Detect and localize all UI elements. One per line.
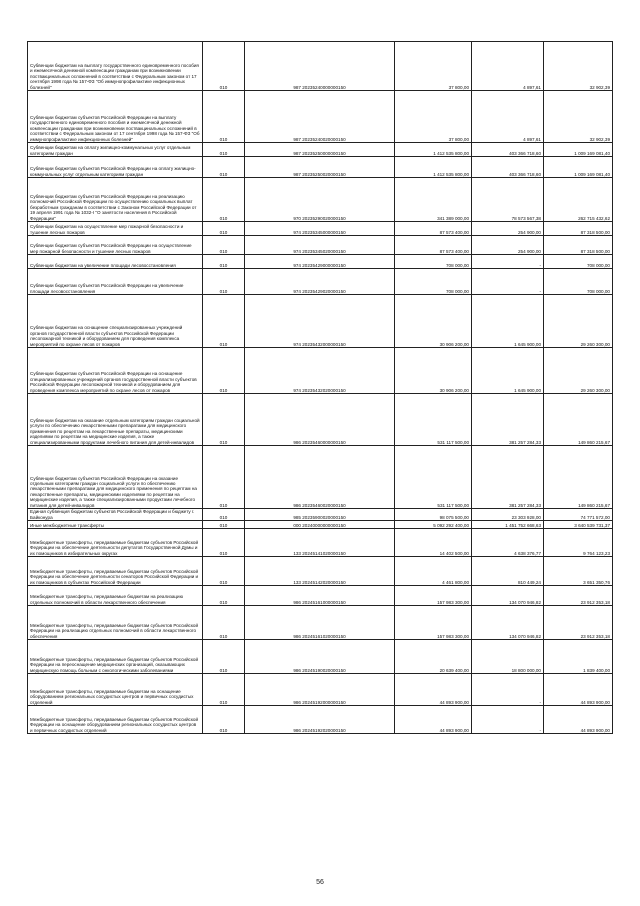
row-unexecuted: 1 009 169 081,40 xyxy=(544,143,613,157)
row-kbk: 970 20235290020000150 xyxy=(245,178,395,222)
row-executed: - xyxy=(472,674,544,706)
row-code: 010 xyxy=(203,255,245,269)
row-approved: 87 573 400,00 xyxy=(395,236,472,255)
row-executed: 78 573 567,38 xyxy=(472,178,544,222)
table-row xyxy=(28,529,613,557)
row-name: Межбюджетные трансферты, передаваемые бюджетам субъектов Российской Федерации на оснащение оборудованием региональных сосудистых центров и первичных сосудистых отделений xyxy=(28,706,203,734)
row-executed: 254 900,00 xyxy=(472,236,544,255)
row-name: Иные межбюджетные трансферты xyxy=(28,521,203,529)
row-kbk: 986 20245161020000150 xyxy=(245,606,395,640)
row-unexecuted: 74 771 572,00 xyxy=(544,509,613,521)
table-row xyxy=(28,269,613,295)
row-unexecuted: 262 715 432,62 xyxy=(544,178,613,222)
row-code: 010 xyxy=(203,143,245,157)
row-name: Субвенции бюджетам на оснащение специализированных учреждений органов государственной власти субъектов Российской Федерации лесопожарной техникой и оборудованием для проведения комплекса мероприятий по охране лесов от пожаров xyxy=(28,295,203,348)
row-code: 010 xyxy=(203,348,245,394)
row-executed: 381 257 284,33 xyxy=(472,446,544,509)
row-executed: - xyxy=(472,706,544,734)
row-kbk: 987 20235240000000150 xyxy=(245,42,395,91)
row-unexecuted: 29 260 300,00 xyxy=(544,348,613,394)
row-unexecuted: 9 764 123,23 xyxy=(544,529,613,557)
table-row xyxy=(28,521,613,529)
row-kbk: 986 20235460000000150 xyxy=(245,394,395,446)
row-name: Субвенции бюджетам субъектов Российской Федерации на оснащение специализированных учреждений органов государственной власти субъектов Российской Федерации лесопожарной техникой и оборудованием для проведения комплекса мероприятий по охране лесов от пожаров xyxy=(28,348,203,394)
table-row xyxy=(28,348,613,394)
table-row xyxy=(28,236,613,255)
row-code: 010 xyxy=(203,446,245,509)
row-approved: 708 000,00 xyxy=(395,255,472,269)
row-executed: 4 897,61 xyxy=(472,91,544,143)
row-approved: 30 906 200,00 xyxy=(395,295,472,348)
row-name: Субвенции бюджетам субъектов Российской Федерации на оказание отдельным категориям граждан социальной услуги по обеспечению лекарственными препаратами для медицинского применения по рецептам на лекарственные препараты, медицинскими изделиями по рецептам на медицинские изделия, а также специализированными продуктами лечебного питания для детей-инвалидов xyxy=(28,446,203,509)
row-code: 010 xyxy=(203,42,245,91)
row-kbk: 974 20235345000000150 xyxy=(245,222,395,236)
row-code: 010 xyxy=(203,394,245,446)
row-code: 010 xyxy=(203,529,245,557)
row-approved: 44 893 900,00 xyxy=(395,674,472,706)
row-executed: 18 800 000,00 xyxy=(472,640,544,674)
row-unexecuted: 149 860 215,67 xyxy=(544,394,613,446)
table-row xyxy=(28,42,613,91)
row-name: Субвенции бюджетам субъектов Российской Федерации на выплату государственного единовременного пособия и ежемесячной денежной компенсации гражданам при возникновении поствакцинальных осложнений в соответствии с Федеральным законом от 17 сентября 1998 года № 157-ФЗ "Об иммунопрофилактике инфекционных болезней" xyxy=(28,91,203,143)
row-approved: 37 800,00 xyxy=(395,91,472,143)
table-row xyxy=(28,606,613,640)
row-approved: 98 075 500,00 xyxy=(395,509,472,521)
row-kbk: 974 20235429000000150 xyxy=(245,255,395,269)
row-name: Единая субвенция бюджетам субъектов Российской Федерации и бюджету г. Байконура xyxy=(28,509,203,521)
row-executed: 134 070 946,82 xyxy=(472,606,544,640)
row-executed: 134 070 946,82 xyxy=(472,586,544,606)
row-executed: 1 451 752 668,63 xyxy=(472,521,544,529)
table-row xyxy=(28,640,613,674)
table-row xyxy=(28,91,613,143)
table-row xyxy=(28,295,613,348)
row-code: 010 xyxy=(203,674,245,706)
row-unexecuted: 1 839 400,00 xyxy=(544,640,613,674)
row-code: 010 xyxy=(203,236,245,255)
row-approved: 157 983 300,00 xyxy=(395,606,472,640)
row-code: 010 xyxy=(203,640,245,674)
row-unexecuted: 149 860 215,67 xyxy=(544,446,613,509)
table-row xyxy=(28,178,613,222)
row-approved: 5 092 292 400,00 xyxy=(395,521,472,529)
table-row xyxy=(28,255,613,269)
table-row xyxy=(28,222,613,236)
row-unexecuted: 708 000,00 xyxy=(544,269,613,295)
table-row xyxy=(28,394,613,446)
row-executed: - xyxy=(472,269,544,295)
row-name: Субвенции бюджетам на оказание отдельным категориям граждан социальной услуги по обеспечению лекарственными препаратами для медицинского применения по рецептам на лекарственные препараты, медицинскими изделиями по рецептам на медицинские изделия, а также специализированными продуктами лечебного питания для детей-инвалидов xyxy=(28,394,203,446)
row-kbk: 986 20235460020000150 xyxy=(245,446,395,509)
row-kbk: 133 20245141020000150 xyxy=(245,529,395,557)
row-executed: 381 257 284,33 xyxy=(472,394,544,446)
table-row xyxy=(28,143,613,157)
row-kbk: 987 20235250000000150 xyxy=(245,143,395,157)
table-row xyxy=(28,157,613,178)
row-name: Субвенции бюджетам субъектов Российской Федерации на осуществление мер пожарной безопасности и тушение лесных пожаров xyxy=(28,236,203,255)
row-name: Межбюджетные трансферты, передаваемые бюджетам на оснащение оборудованием региональных сосудистых центров и первичных сосудистых отделений xyxy=(28,674,203,706)
row-code: 010 xyxy=(203,557,245,586)
row-kbk: 986 20245192000000150 xyxy=(245,674,395,706)
row-executed: 1 645 900,00 xyxy=(472,295,544,348)
row-unexecuted: 32 902,39 xyxy=(544,91,613,143)
row-kbk: 985 20235900020000150 xyxy=(245,509,395,521)
table-row xyxy=(28,674,613,706)
row-name: Субвенции бюджетам субъектов Российской Федерации на увеличение площади лесовосстановления xyxy=(28,269,203,295)
row-name: Межбюджетные трансферты, передаваемые бюджетам на реализацию отдельных полномочий в области лекарственного обеспечения xyxy=(28,586,203,606)
row-kbk: 986 20245161000000150 xyxy=(245,586,395,606)
row-code: 010 xyxy=(203,521,245,529)
row-unexecuted: 3 640 539 731,37 xyxy=(544,521,613,529)
row-code: 010 xyxy=(203,222,245,236)
row-name: Субвенции бюджетам субъектов Российской Федерации на оплату жилищно-коммунальных услуг отдельным категориям граждан xyxy=(28,157,203,178)
row-executed: 4 897,61 xyxy=(472,42,544,91)
table-row xyxy=(28,586,613,606)
row-unexecuted: 87 318 500,00 xyxy=(544,222,613,236)
row-name: Межбюджетные трансферты, передаваемые бюджетам субъектов Российской Федерации на переоснащение медицинских организаций, оказывающих медицинскую помощь больным с онкологическими заболеваниями xyxy=(28,640,203,674)
row-kbk: 987 20235250020000150 xyxy=(245,157,395,178)
row-executed: - xyxy=(472,255,544,269)
row-approved: 30 906 200,00 xyxy=(395,348,472,394)
row-approved: 1 412 535 800,00 xyxy=(395,157,472,178)
row-approved: 44 893 900,00 xyxy=(395,706,472,734)
row-executed: 403 366 718,60 xyxy=(472,143,544,157)
row-approved: 531 117 500,00 xyxy=(395,394,472,446)
table-row xyxy=(28,446,613,509)
budget-table-body xyxy=(28,42,613,734)
row-name: Субвенции бюджетам на осуществление мер пожарной безопасности и тушение лесных пожаров xyxy=(28,222,203,236)
row-unexecuted: 87 318 500,00 xyxy=(544,236,613,255)
table-row xyxy=(28,706,613,734)
row-unexecuted: 44 893 900,00 xyxy=(544,674,613,706)
budget-table xyxy=(27,41,613,734)
row-code: 010 xyxy=(203,157,245,178)
row-kbk: 974 20235345020000150 xyxy=(245,236,395,255)
row-unexecuted: 23 912 353,18 xyxy=(544,586,613,606)
row-code: 010 xyxy=(203,295,245,348)
row-kbk: 974 20235432000000150 xyxy=(245,295,395,348)
row-unexecuted: 708 000,00 xyxy=(544,255,613,269)
row-executed: 4 638 376,77 xyxy=(472,529,544,557)
row-approved: 1 412 535 800,00 xyxy=(395,143,472,157)
row-unexecuted: 3 651 350,76 xyxy=(544,557,613,586)
row-approved: 157 983 300,00 xyxy=(395,586,472,606)
row-code: 010 xyxy=(203,178,245,222)
table-row xyxy=(28,557,613,586)
row-code: 010 xyxy=(203,509,245,521)
row-executed: 1 645 900,00 xyxy=(472,348,544,394)
row-name: Субвенции бюджетам субъектов Российской Федерации на реализацию полномочий Российской Федерации по осуществлению социальных выплат безработным гражданам в соответствии с Законом Российской Федерации от 19 апреля 1991 года № 1032-I "О занятости населения в Российской Федерации" xyxy=(28,178,203,222)
row-approved: 14 402 500,00 xyxy=(395,529,472,557)
row-kbk: 987 20235240020000150 xyxy=(245,91,395,143)
row-name: Межбюджетные трансферты, передаваемые бюджетам субъектов Российской Федерации на обеспечение деятельности депутатов Государственной Думы и их помощников в избирательных округах xyxy=(28,529,203,557)
row-code: 010 xyxy=(203,606,245,640)
row-name: Субвенции бюджетам на оплату жилищно-коммунальных услуг отдельным категориям граждан xyxy=(28,143,203,157)
page-number: 56 xyxy=(316,879,324,886)
row-name: Межбюджетные трансферты, передаваемые бюджетам субъектов Российской Федерации на реализацию отдельных полномочий в области лекарственного обеспечения xyxy=(28,606,203,640)
row-approved: 20 639 400,00 xyxy=(395,640,472,674)
row-kbk: 986 20245190020000150 xyxy=(245,640,395,674)
row-code: 010 xyxy=(203,91,245,143)
row-unexecuted: 32 902,39 xyxy=(544,42,613,91)
row-kbk: 974 20235432020000150 xyxy=(245,348,395,394)
row-kbk: 000 20240000000000150 xyxy=(245,521,395,529)
row-approved: 531 117 500,00 xyxy=(395,446,472,509)
row-executed: 403 366 718,60 xyxy=(472,157,544,178)
row-kbk: 974 20235429020000150 xyxy=(245,269,395,295)
row-unexecuted: 1 009 169 081,40 xyxy=(544,157,613,178)
table-row xyxy=(28,509,613,521)
row-unexecuted: 29 260 300,00 xyxy=(544,295,613,348)
row-executed: 254 900,00 xyxy=(472,222,544,236)
row-executed: 23 303 928,00 xyxy=(472,509,544,521)
row-code: 010 xyxy=(203,706,245,734)
row-kbk: 133 20245142020000150 xyxy=(245,557,395,586)
row-kbk: 986 20245192020000150 xyxy=(245,706,395,734)
row-approved: 37 800,00 xyxy=(395,42,472,91)
row-code: 010 xyxy=(203,269,245,295)
row-unexecuted: 44 893 900,00 xyxy=(544,706,613,734)
row-executed: 810 449,24 xyxy=(472,557,544,586)
row-unexecuted: 23 912 353,18 xyxy=(544,606,613,640)
row-name: Субвенции бюджетам на увеличение площади лесовосстановления xyxy=(28,255,203,269)
row-approved: 87 573 400,00 xyxy=(395,222,472,236)
row-approved: 341 389 000,00 xyxy=(395,178,472,222)
row-code: 010 xyxy=(203,586,245,606)
row-name: Субвенции бюджетам на выплату государственного единовременного пособия и ежемесячной денежной компенсации гражданам при возникновении поствакцинальных осложнений в соответствии с Федеральным законом от 17 сентября 1998 года № 157-ФЗ "Об иммунопрофилактике инфекционных болезней" xyxy=(28,42,203,91)
row-approved: 4 461 800,00 xyxy=(395,557,472,586)
row-approved: 708 000,00 xyxy=(395,269,472,295)
row-name: Межбюджетные трансферты, передаваемые бюджетам субъектов Российской Федерации на обеспечение деятельности сенаторов Российской Федерации и их помощников в субъектах Российской Федерации xyxy=(28,557,203,586)
